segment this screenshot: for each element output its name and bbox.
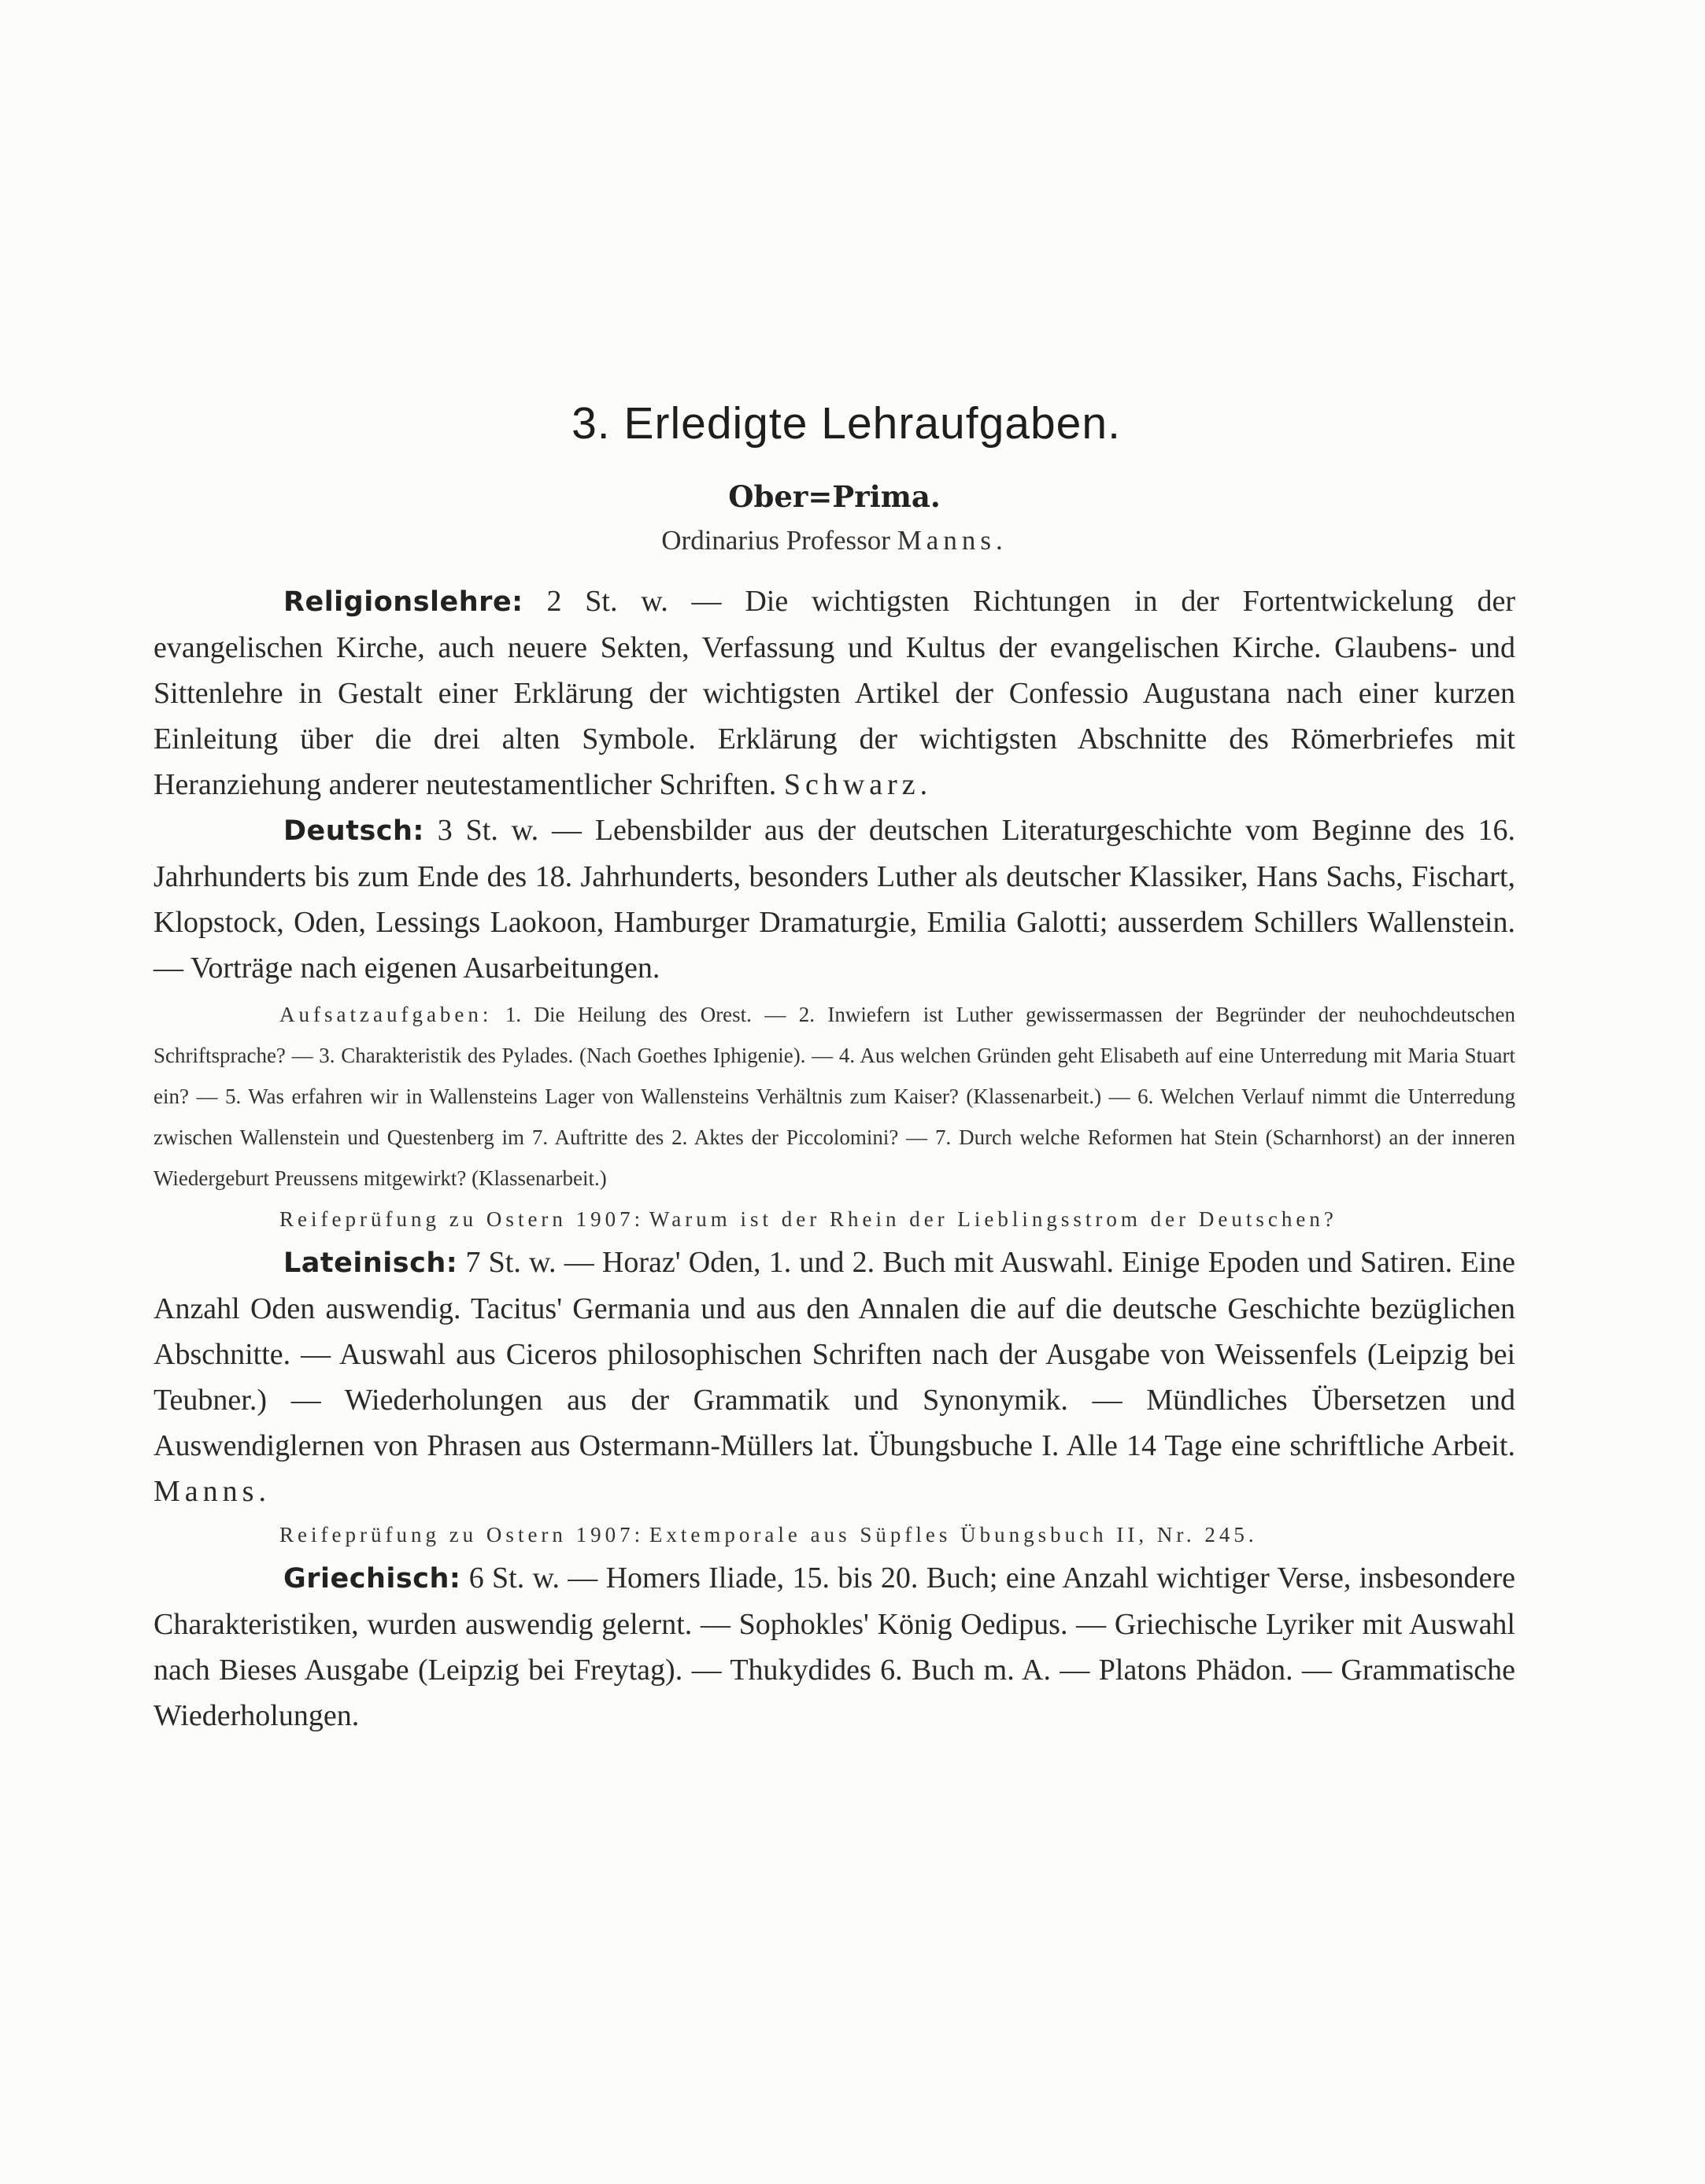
ordinarius-line [153, 525, 1515, 556]
deutsch-reife-paragraph [153, 1199, 1515, 1240]
deutsch-label: Deutsch: [283, 815, 424, 847]
ordinarius-name: Manns. [897, 525, 1008, 556]
griechisch-text: 6 St. w. — Homers Iliade, 15. bis 20. Buch; eine Anzahl wichtiger Verse, insbesondere Charakteristiken, wurden auswendig gelernt. — Sophokles' König Oedipus. — Griechische Lyriker mit Auswahl nach Bieses Ausgabe (Leipzig bei Freytag). — Thukydides 6. Buch m. A. — Platons Phädon. — Grammatische Wiederholungen. [153, 1561, 1516, 1732]
section-heading: 3. Erledigte Lehraufgaben. [571, 398, 1121, 449]
page-content [153, 397, 1515, 1739]
latein-reife-paragraph [153, 1514, 1515, 1555]
religion-text: 2 St. w. — Die wichtigsten Richtungen in der Fortentwickelung der evangelischen Kirche, auch neuere Sekten, Verfassung und Kultus der evangelischen Kirche. Glaubens- und Sittenlehre in Gestalt einer Erklärung der wichtigsten Artikel der Confessio Augustana nach einer kurzen Einleitung über die drei alten Symbole. Erklärung der wichtigsten Abschnitte des Römerbriefes mit Heranziehung anderer neutestamentlicher Schriften. [153, 585, 1516, 801]
religion-label: Religionslehre: [283, 586, 523, 618]
ordinarius-prefix: Ordinarius Professor [661, 525, 890, 556]
class-title: Ober=Prima. [728, 479, 941, 514]
latein-reife-label: Reifeprüfung zu Ostern 1907: [279, 1523, 645, 1547]
aufsatz-text: 1. Die Heilung des Orest. — 2. Inwiefern ist Luther gewissermassen der Begründer der neuhochdeutschen Schriftsprache? — 3. Charakteristik des Pylades. (Nach Goethes Iphigenie). — 4. Aus welchen Gründen geht Elisabeth auf eine Unterredung mit Maria Stuart ein? — 5. Was erfahren wir in Wallensteins Lager von Wallensteins Verhältnis zum Kaiser? (Klassenarbeit.) — 6. Welchen Verlauf nimmt die Unterredung zwischen Wallenstein und Questenberg im 7. Auftritte des 2. Aktes der Piccolomini? — 7. Durch welche Reformen hat Stein (Scharnhorst) an der inneren Wiedergeburt Preussens mitgewirkt? (Klassenarbeit.) [153, 1003, 1515, 1190]
griechisch-paragraph [153, 1555, 1515, 1739]
religion-teacher: Schwarz. [783, 768, 933, 801]
griechisch-label: Griechisch: [283, 1563, 461, 1595]
deutsch-paragraph [153, 807, 1515, 991]
deutsch-reife-text: Warum ist der Rhein der Lieblingsstrom der Deutschen? [649, 1207, 1337, 1231]
aufsatz-paragraph [153, 994, 1515, 1199]
deutsch-reife-label: Reifeprüfung zu Ostern 1907: [279, 1207, 645, 1231]
latein-text: 7 St. w. — Horaz' Oden, 1. und 2. Buch mit Auswahl. Einige Epoden und Satiren. Eine Anzahl Oden auswendig. Tacitus' Germania und aus den Annalen die auf die deutsche Geschichte bezüglichen Abschnitte. — Auswahl aus Ciceros philosophischen Schriften nach der Ausgabe von Weissenfels (Leipzig bei Teubner.) — Wiederholungen aus der Grammatik und Synonymik. — Mündliches Übersetzen und Auswendiglernen von Phrasen aus Ostermann-Müllers lat. Übungsbuche I. Alle 14 Tage eine schriftliche Arbeit. [153, 1246, 1516, 1462]
aufsatz-label: Aufsatzaufgaben: [279, 1003, 493, 1026]
religion-paragraph [153, 578, 1515, 807]
latein-label: Lateinisch: [283, 1247, 458, 1279]
deutsch-text: 3 St. w. — Lebensbilder aus der deutschen Literaturgeschichte vom Beginne des 16. Jahrhunderts bis zum Ende des 18. Jahrhunderts, besonders Luther als deutscher Klassiker, Hans Sachs, Fischart, Klopstock, Oden, Lessings Laokoon, Hamburger Dramaturgie, Emilia Galotti; ausserdem Schillers Wallenstein. — Vorträge nach eigenen Ausarbeitungen. [153, 814, 1516, 985]
latein-reife-text: Extemporale aus Süpfles Übungsbuch II, Nr. 245. [649, 1523, 1258, 1547]
latein-teacher: Manns. [153, 1475, 271, 1508]
latein-paragraph [153, 1240, 1515, 1514]
